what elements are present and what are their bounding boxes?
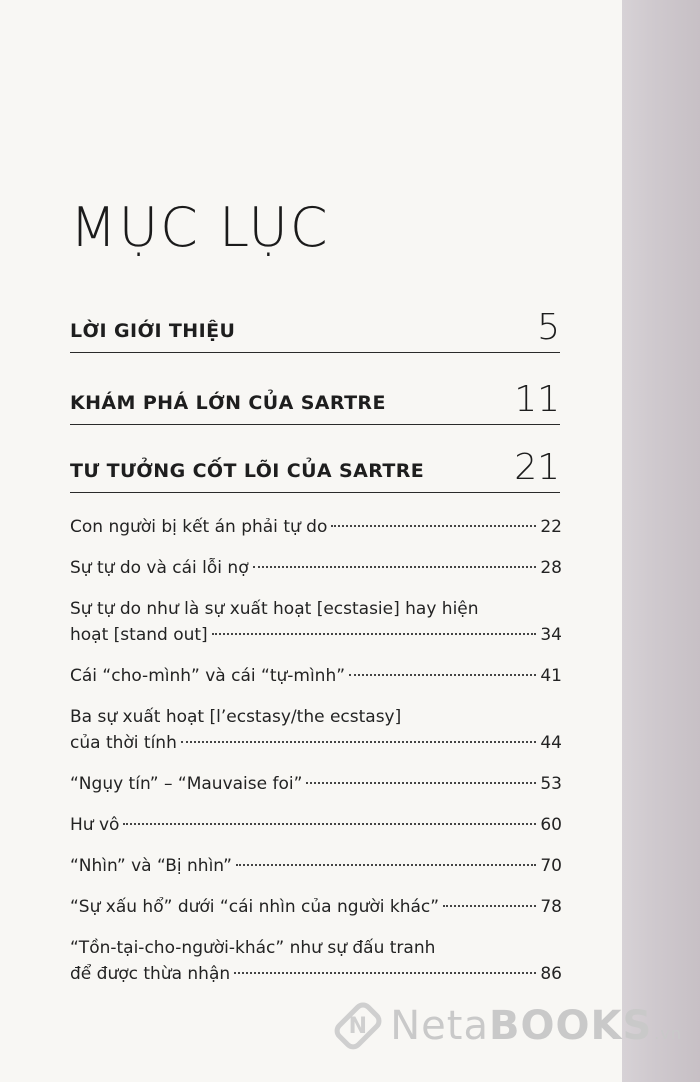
toc-entry	[70, 596, 562, 648]
netabooks-logo-icon: N	[330, 998, 385, 1053]
dot-leader	[443, 905, 536, 907]
toc-entry	[70, 894, 562, 920]
watermark-text: NetaBOOKS .vn	[390, 1003, 682, 1049]
entry-title-continued: hoạt [stand out]	[70, 625, 208, 645]
dot-leader	[212, 633, 537, 635]
entry-title-continued: của thời tính	[70, 733, 177, 753]
entry-title: Cái “cho-mình” và cái “tự-mình”	[70, 666, 346, 686]
entry-title: Sự tự do như là sự xuất hoạt [ecstasie] hay hiện	[70, 599, 479, 619]
entry-page-number: 34	[540, 625, 562, 645]
dot-leader	[349, 674, 536, 676]
entry-title: “Tồn-tại-cho-người-khác” như sự đấu tranh	[70, 938, 436, 958]
entry-page-number: 22	[540, 517, 562, 537]
dot-leader	[253, 566, 537, 568]
dot-leader	[181, 741, 537, 743]
toc-entry	[70, 771, 562, 797]
toc-entry	[70, 555, 562, 581]
toc-entry	[70, 704, 562, 756]
dot-leader	[123, 823, 536, 825]
entry-title: “Sự xấu hổ” dưới “cái nhìn của người khác”	[70, 897, 440, 917]
dot-leader	[236, 864, 536, 866]
chapter-title: TƯ TƯỞNG CỐT LÕI CỦA SARTRE	[70, 460, 425, 482]
entry-page-number: 44	[540, 733, 562, 753]
entry-title: Sự tự do và cái lỗi nợ	[70, 558, 249, 578]
dot-leader	[306, 782, 536, 784]
chapter-title: LỜI GIỚI THIỆU	[70, 320, 236, 342]
entry-title: Hư vô	[70, 815, 120, 835]
entry-page-number: 60	[540, 815, 562, 835]
toc-title: MỤC LỤC	[70, 196, 330, 259]
chapter-row	[70, 434, 560, 493]
entry-page-number: 28	[540, 558, 562, 578]
entry-page-number: 70	[540, 856, 562, 876]
entry-page-number: 53	[540, 774, 562, 794]
chapter-page-number: 5	[537, 307, 560, 348]
entry-title: “Ngụy tín” – “Mauvaise foi”	[70, 774, 303, 794]
entry-title-continued: để được thừa nhận	[70, 964, 231, 984]
book-spine-edge	[622, 0, 700, 1082]
toc-entry	[70, 663, 562, 689]
watermark	[342, 994, 682, 1058]
entry-title: Con người bị kết án phải tự do	[70, 517, 328, 537]
toc-entry	[70, 853, 562, 879]
entry-page-number: 86	[540, 964, 562, 984]
entry-title: Ba sự xuất hoạt [l’ecstasy/the ecstasy]	[70, 707, 402, 727]
toc-entries	[70, 514, 562, 1002]
chapter-page-number: 11	[514, 379, 560, 420]
chapter-title: KHÁM PHÁ LỚN CỦA SARTRE	[70, 392, 386, 414]
chapter-page-number: 21	[514, 447, 560, 488]
dot-leader	[234, 972, 536, 974]
toc-entry	[70, 935, 562, 987]
chapter-row	[70, 366, 560, 425]
entry-page-number: 41	[540, 666, 562, 686]
chapter-row	[70, 294, 560, 353]
entry-page-number: 78	[540, 897, 562, 917]
toc-entry	[70, 812, 562, 838]
dot-leader	[331, 525, 536, 527]
toc-entry	[70, 514, 562, 540]
entry-title: “Nhìn” và “Bị nhìn”	[70, 856, 232, 876]
